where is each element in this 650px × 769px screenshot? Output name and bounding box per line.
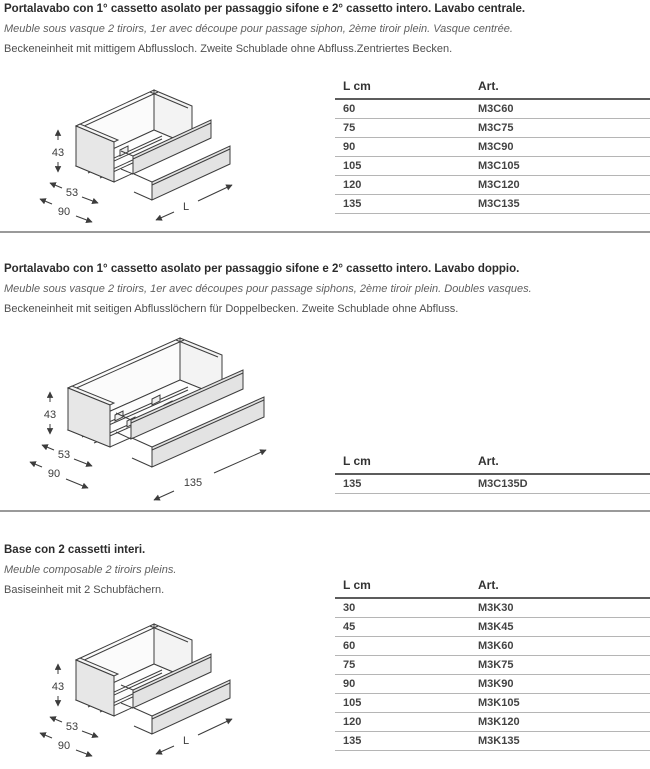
section-1-title-italian: Portalavabo con 1° cassetto asolato per passaggio sifone e 2° cassetto intero. Lavabo centrale. xyxy=(4,3,526,15)
article-cell: M3K45 xyxy=(478,621,514,633)
dimension-label-total-depth: 90 xyxy=(57,740,71,752)
section-1-description xyxy=(4,2,646,56)
section-divider xyxy=(0,231,650,233)
col-header-length: L cm xyxy=(343,79,371,93)
cabinet-drawing-base-unit xyxy=(36,620,236,760)
dimension-cell: 75 xyxy=(343,659,356,671)
spec-table-double-basin xyxy=(335,452,650,494)
dimension-cell: 90 xyxy=(343,141,356,153)
section-3-title-french: Meuble composable 2 tiroirs pleins. xyxy=(4,564,177,576)
table-row xyxy=(335,195,650,214)
article-cell: M3C135D xyxy=(478,478,528,490)
dimension-label-depth: 53 xyxy=(65,187,79,199)
section-3-title-italian: Base con 2 cassetti interi. xyxy=(4,544,146,556)
dimension-cell: 105 xyxy=(343,697,362,709)
col-header-length: L cm xyxy=(343,578,371,592)
section-2-title-italian: Portalavabo con 1° cassetto asolato per passaggio sifone e 2° cassetto intero. Lavabo doppio. xyxy=(4,263,520,275)
table-row xyxy=(335,599,650,618)
dimension-cell: 45 xyxy=(343,621,356,633)
article-cell: M3C120 xyxy=(478,179,520,191)
dimension-cell: 120 xyxy=(343,716,362,728)
table-row xyxy=(335,138,650,157)
article-cell: M3C75 xyxy=(478,122,514,134)
table-row xyxy=(335,100,650,119)
section-1-title-french: Meuble sous vasque 2 tiroirs, 1er avec découpe pour passage siphon, 2ème tiroir plein. Vasque centrée. xyxy=(4,23,513,35)
dimension-cell: 135 xyxy=(343,478,362,490)
table-header-row xyxy=(335,576,650,599)
dimension-label-height: 43 xyxy=(51,681,65,693)
article-cell: M3C135 xyxy=(478,198,520,210)
dimension-label-length: L xyxy=(182,201,190,213)
dimension-cell: 90 xyxy=(343,678,356,690)
dimension-cell: 105 xyxy=(343,160,362,172)
dimension-label-total-depth: 90 xyxy=(57,206,71,218)
section-3-title-german: Basiseinheit mit 2 Schubfächern. xyxy=(4,584,165,596)
table-row xyxy=(335,713,650,732)
dimension-label-height: 43 xyxy=(43,409,57,421)
table-row xyxy=(335,176,650,195)
dimension-cell: 120 xyxy=(343,179,362,191)
table-row xyxy=(335,119,650,138)
col-header-article: Art. xyxy=(478,454,499,468)
article-cell: M3C105 xyxy=(478,160,520,172)
table-row xyxy=(335,732,650,751)
article-cell: M3K60 xyxy=(478,640,514,652)
section-divider xyxy=(0,510,650,512)
spec-table-single-basin xyxy=(335,77,650,214)
dimension-label-depth: 53 xyxy=(65,721,79,733)
article-cell: M3K30 xyxy=(478,602,514,614)
dimension-label-length: 135 xyxy=(183,477,203,489)
spec-table-base-unit xyxy=(335,576,650,751)
dimension-label-depth: 53 xyxy=(57,449,71,461)
dimension-cell: 135 xyxy=(343,198,362,210)
table-header-row xyxy=(335,452,650,475)
article-cell: M3K90 xyxy=(478,678,514,690)
dimension-label-length: L xyxy=(182,735,190,747)
col-header-article: Art. xyxy=(478,578,499,592)
table-row xyxy=(335,694,650,713)
table-row xyxy=(335,618,650,637)
section-2-description xyxy=(4,262,646,316)
article-cell: M3K120 xyxy=(478,716,520,728)
table-header-row xyxy=(335,77,650,100)
cabinet-drawing-single-basin xyxy=(36,86,236,226)
dimension-label-total-depth: 90 xyxy=(47,468,61,480)
dimension-cell: 75 xyxy=(343,122,356,134)
table-row xyxy=(335,157,650,176)
article-cell: M3C60 xyxy=(478,103,514,115)
article-cell: M3K75 xyxy=(478,659,514,671)
dimension-cell: 135 xyxy=(343,735,362,747)
table-row xyxy=(335,656,650,675)
table-row xyxy=(335,475,650,494)
cabinet-drawing-double-basin xyxy=(26,336,291,506)
col-header-length: L cm xyxy=(343,454,371,468)
dimension-cell: 30 xyxy=(343,602,356,614)
section-2-title-german: Beckeneinheit mit seitigen Abflusslöchern für Doppelbecken. Zweite Schublade ohne Abfluss. xyxy=(4,303,459,315)
section-1-title-german: Beckeneinheit mit mittigem Abflussloch. Zweite Schublade ohne Abfluss.Zentriertes Becken. xyxy=(4,43,453,55)
article-cell: M3C90 xyxy=(478,141,514,153)
article-cell: M3K105 xyxy=(478,697,520,709)
article-cell: M3K135 xyxy=(478,735,520,747)
table-row xyxy=(335,675,650,694)
section-2-title-french: Meuble sous vasque 2 tiroirs, 1er avec découpes pour passage siphons, 2ème tiroir plein. Doubles vasques. xyxy=(4,283,532,295)
dimension-label-height: 43 xyxy=(51,147,65,159)
col-header-article: Art. xyxy=(478,79,499,93)
table-row xyxy=(335,637,650,656)
dimension-cell: 60 xyxy=(343,103,356,115)
dimension-cell: 60 xyxy=(343,640,356,652)
